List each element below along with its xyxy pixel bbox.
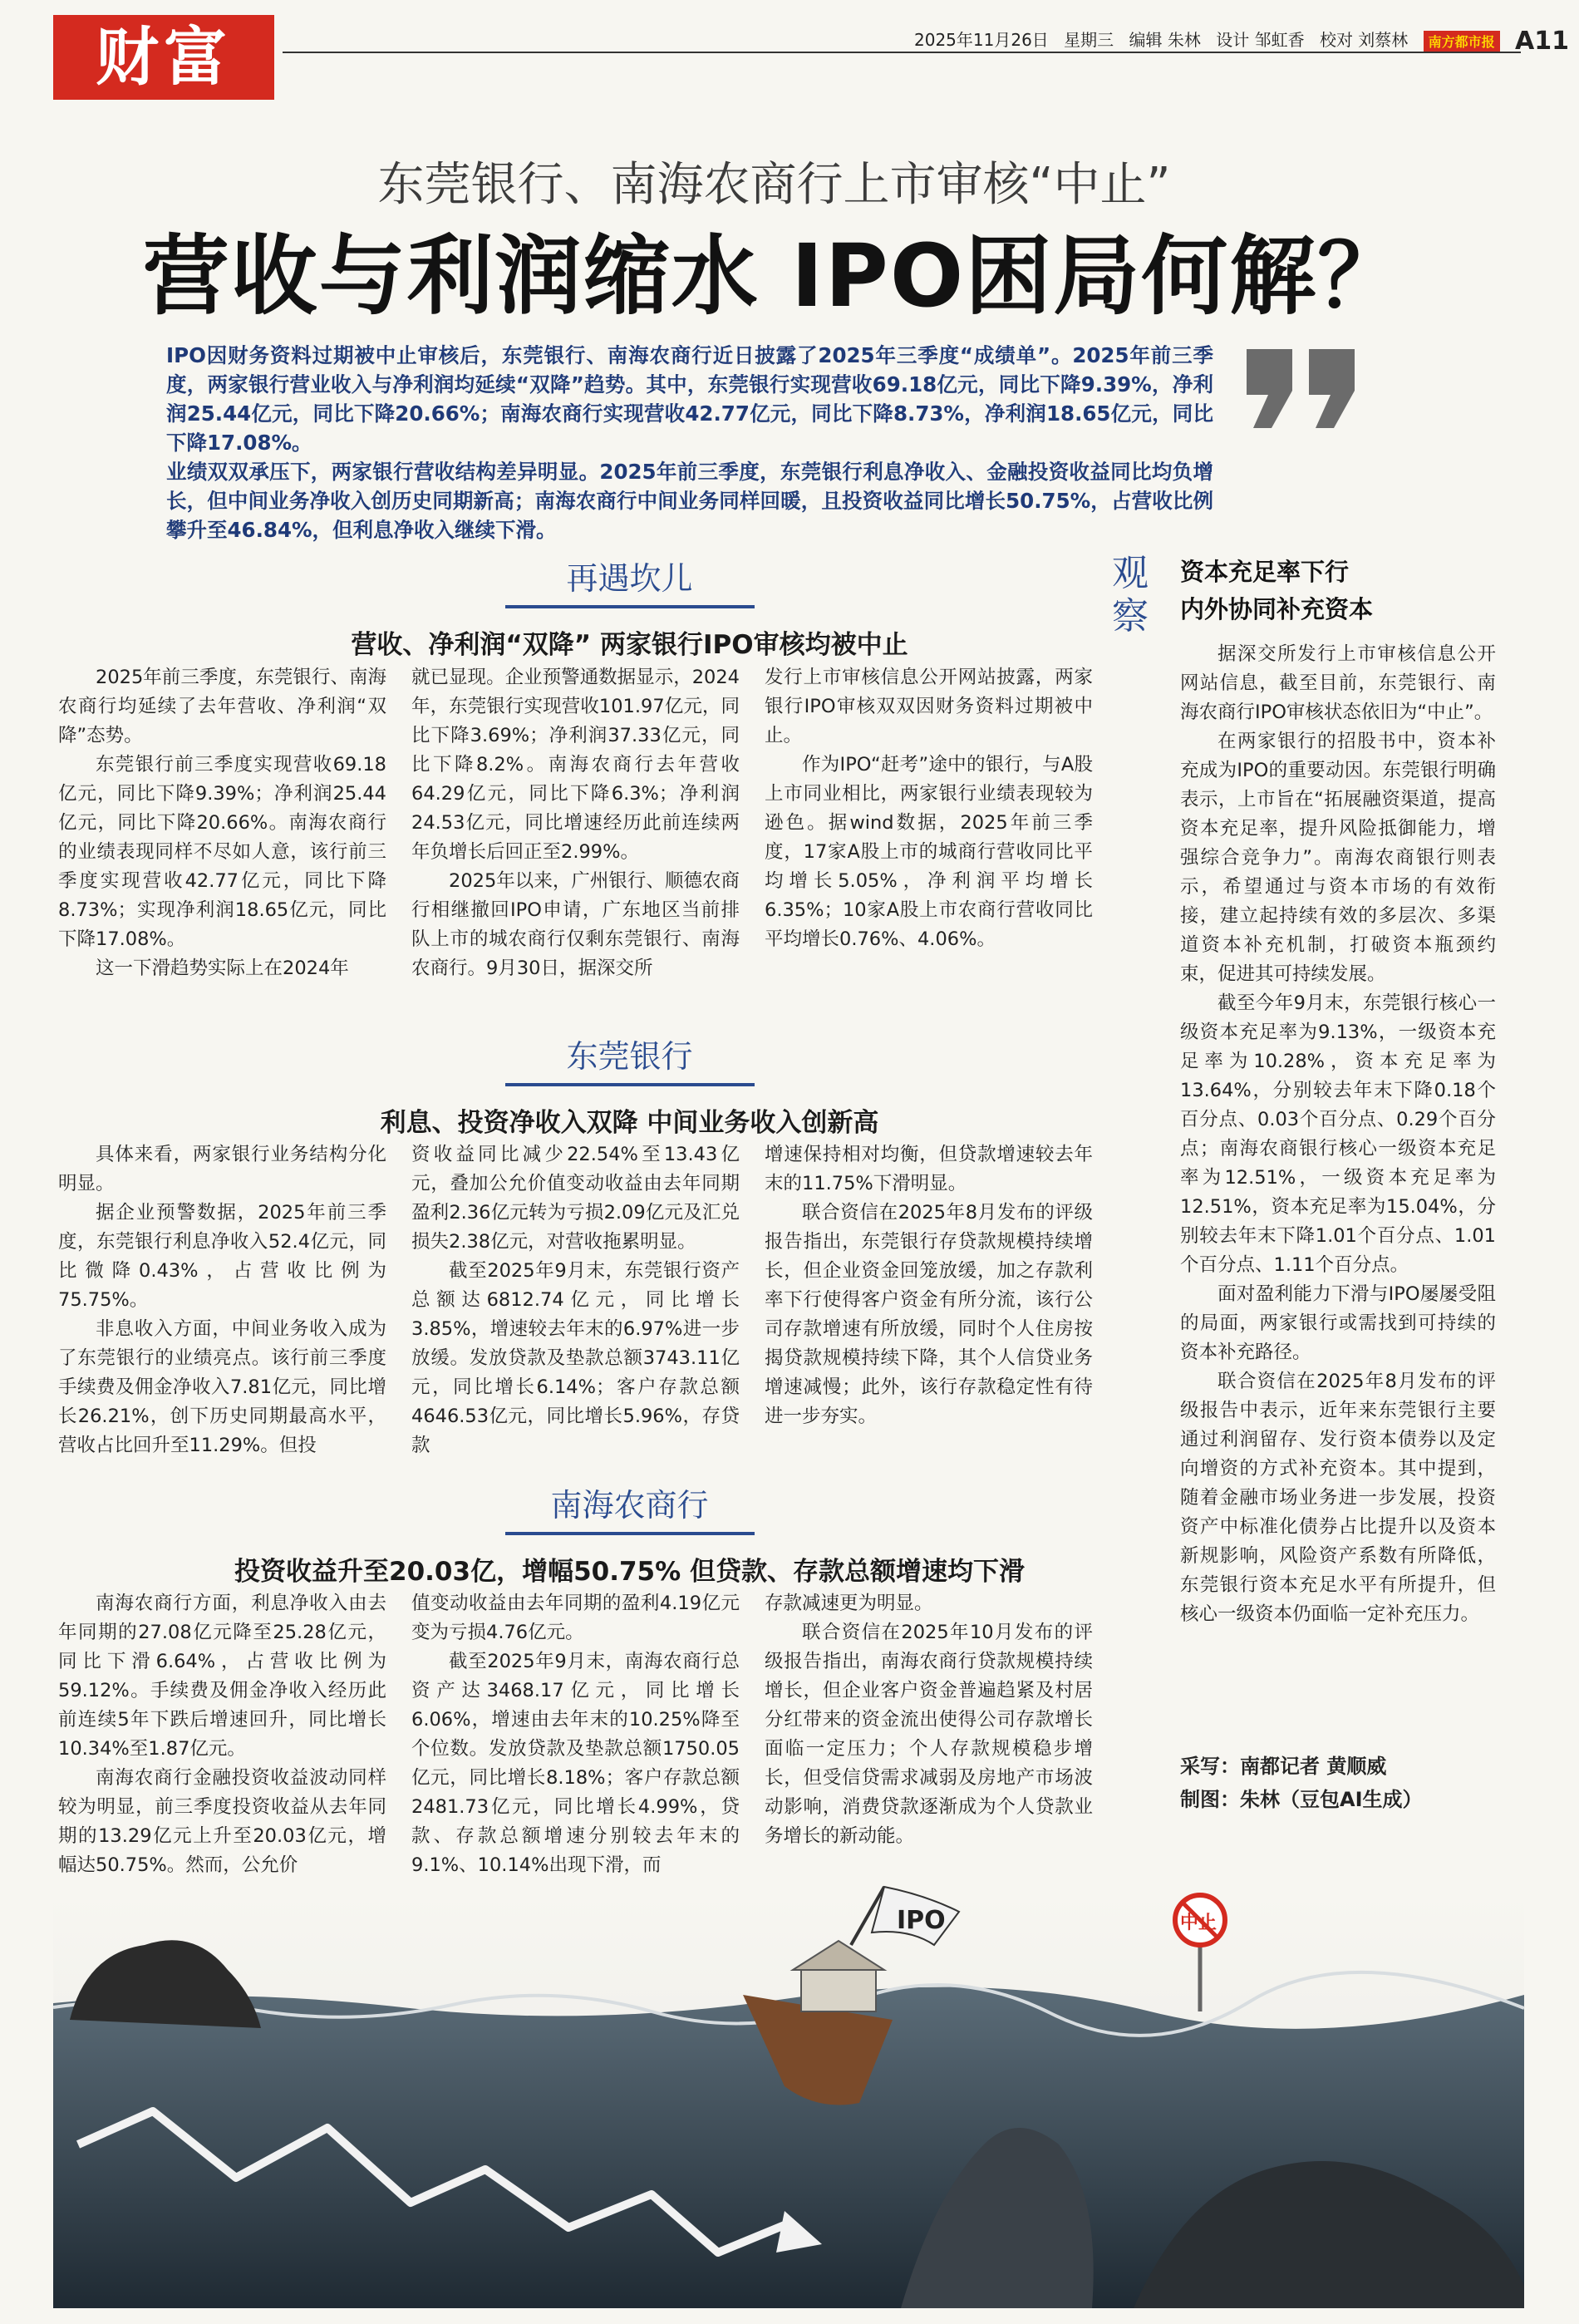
paragraph: 存款减速更为明显。 [765,1593,933,1614]
paragraph: 就已显现。企业预警通数据显示，2024年，东莞银行实现营收101.97亿元，同比下降3.69%；净利润37.33亿元，同比下降8.2%。南海农商行去年营收64.29亿元，同比下降6.3%；净利润24.53亿元，同比增速经历此前连续两年负增长后回正至2.99%。 [411,667,740,863]
paragraph: 联合资信在2025年8月发布的评级报告中表示，近年来东莞银行主要通过利润留存、发行资本债券以及定向增资的方式补充资本。其中提到，随着金融市场业务进一步发展，投资资产中标准化债券占比提升以及资本新规影响，风险资产系数有所降低，东莞银行资本充足水平有所提升，但核心一级资本仍面临一定补充压力。 [1180,1371,1496,1625]
paragraph: 南海农商行方面，利息净收入由去年同期的27.08亿元降至25.28亿元，同比下滑6.64%，占营收比例为59.12%。手续费及佣金净收入经历此前连续5年下跌后增速回升，同比增长10.34%至1.87亿元。 [58,1593,386,1760]
header-meta [914,27,1579,56]
paragraph: 值变动收益由去年同期的盈利4.19亿元变为亏损4.76亿元。 [411,1593,740,1643]
section-2 [166,1031,1093,1139]
paragraph: 面对盈利能力下滑与IPO屡屡受阻的局面，两家银行或需找到可持续的资本补充路径。 [1180,1283,1496,1363]
kicker: 东莞银行、南海农商行上市审核“中止” [377,158,1171,212]
illustration [53,1895,1524,2308]
sidebar-body [1180,640,1496,1629]
paragraph: 发行上市审核信息公开网站披露，两家银行IPO审核双双因财务资料过期被中止。 [765,667,1093,746]
lead-p2: 业绩双双承压下，两家银行营收结构差异明显。2025年前三季度，东莞银行利息净收入、金融投资收益同比均负增长，但中间业务净收入创历史同期新高；南海农商行中间业务同样回暖，且投资收益同比增长50.75%，占营收比例攀升至46.84%，但利息净收入继续下滑。 [166,460,1213,542]
section-1-col-1 [58,663,386,983]
stop-sign-text: 中止 [1180,1913,1217,1933]
section-3-columns [58,1589,1093,1880]
section-2-title: 利息、投资净收入双降 中间业务收入创新高 [380,1108,879,1138]
masthead-logo: 南方都市报 [1424,31,1500,52]
paragraph: 在两家银行的招股书中，资本补充成为IPO的重要动因。东莞银行明确表示，上市旨在“拓展融资渠道，提高资本充足率，提升风险抵御能力，增强综合竞争力”。南海农商银行则表示，希望通过与资本市场的有效衔接，建立起持续有效的多层次、多渠道资本补充机制，打破资本瓶颈约束，促进其可持续发展。 [1180,731,1496,985]
page-number: A11 [1515,27,1570,56]
sidebar-title-line-1: 资本充足率下行 [1180,558,1350,586]
paragraph: 增速保持相对均衡，但贷款增速较去年末的11.75%下滑明显。 [765,1144,1093,1194]
credits [1180,1750,1423,1816]
section-3-col-1 [58,1589,386,1880]
paragraph: 据企业预警数据，2025年前三季度，东莞银行利息净收入52.4亿元，同比微降0.43%，占营收比例为75.75%。 [58,1202,386,1311]
issue-weekday: 星期三 [1064,30,1114,50]
section-3 [166,1480,1093,1588]
sidebar-tag: 观察 [1112,552,1149,638]
section-2-col-2 [411,1140,740,1460]
section-1-title: 营收、净利润“双降” 两家银行IPO审核均被中止 [351,630,908,660]
paragraph: 联合资信在2025年8月发布的评级报告指出，东莞银行存贷款规模持续增长，但企业资金回笼放缓，加之存款利率下行使得客户资金有所分流，该行公司存款增速有所放缓，同时个人住房按揭贷款规模持续下降，其个人信贷业务增速减慢；此外，该行存款稳定性有待进一步夯实。 [765,1202,1093,1427]
paragraph: 非息收入方面，中间业务收入成为了东莞银行的业绩亮点。该行前三季度手续费及佣金净收入7.81亿元，同比增长26.21%，创下历史同期最高水平，营收占比回升至11.29%。但投 [58,1318,386,1456]
sidebar-title-line-2: 内外协同补充资本 [1180,595,1374,623]
section-2-col-1 [58,1140,386,1460]
sidebar-title [1180,554,1373,628]
art-credit: 制图：朱林（豆包AI生成） [1180,1788,1423,1811]
paragraph: 作为IPO“赶考”途中的银行，与A股上市同业相比，两家银行业绩表现较为逊色。据wind数据，2025年前三季度，17家A股上市的城商行营收同比平均增长5.05%，净利润平均增长6.35%；10家A股上市农商行营收同比平均增长0.76%、4.06%。 [765,754,1093,950]
designer-credit: 设计 邹虹香 [1216,30,1305,50]
paragraph: 截至2025年9月末，东莞银行资产总额达6812.74亿元，同比增长3.85%，增速较去年末的6.97%进一步放缓。发放贷款及垫款总额3743.11亿元，同比增长6.14%；客户存款总额4646.53亿元，同比增长5.96%，存贷款 [411,1260,740,1456]
paragraph: 据深交所发行上市审核信息公开网站信息，截至目前，东莞银行、南海农商行IPO审核状态依旧为“中止”。 [1180,643,1496,723]
lead-p1: IPO因财务资料过期被中止审核后，东莞银行、南海农商行近日披露了2025年三季度“成绩单”。2025年前三季度，两家银行营业收入与净利润均延续“双降”趋势。其中，东莞银行实现营收69.18亿元，同比下降9.39%，净利润25.44亿元，同比下降20.66%；南海农商行实现营收42.77亿元，同比下降8.73%，净利润18.65亿元，同比下降17.08%。 [166,343,1213,455]
paragraph: 资收益同比减少22.54%至13.43亿元，叠加公允价值变动收益由去年同期盈利2.36亿元转为亏损2.09亿元及汇兑损失2.38亿元，对营收拖累明显。 [411,1144,740,1253]
section-1-columns [58,663,1093,983]
section-1-label: 再遇坎儿 [505,553,755,608]
section-3-col-3 [765,1589,1093,1880]
paragraph: 具体来看，两家银行业务结构分化明显。 [58,1144,386,1194]
paragraph: 这一下滑趋势实际上在2024年 [96,958,349,979]
issue-date: 2025年11月26日 [914,30,1049,50]
section-3-col-2 [411,1589,740,1880]
sidebar-column [1180,640,1496,1629]
quote-mark-icon [1238,341,1363,432]
paragraph: 南海农商行金融投资收益波动同样较为明显，前三季度投资收益从去年同期的13.29亿元上升至20.03亿元，增幅达50.75%。然而，公允价 [58,1767,386,1876]
headline: 营收与利润缩水 IPO困局何解？ [142,225,1406,327]
section-1-col-2 [411,663,740,983]
paragraph: 2025年以来，广州银行、顺德农商行相继撤回IPO申请，广东地区当前排队上市的城农商行仅剩东莞银行、南海农商行。9月30日，据深交所 [411,870,740,979]
section-logo: 财富 [53,15,274,100]
paragraph: 东莞银行前三季度实现营收69.18亿元，同比下降9.39%；净利润25.44亿元，同比下降20.66%。南海农商行的业绩表现同样不尽如人意，该行前三季度实现营收42.77亿元，同比下降8.73%；实现净利润18.65亿元，同比下降17.08%。 [58,754,386,950]
section-3-label: 南海农商行 [505,1480,755,1535]
paragraph: 联合资信在2025年10月发布的评级报告指出，南海农商行贷款规模持续增长，但企业客户资金普遍趋紧及村居分红带来的资金流出使得公司存款增长面临一定压力；个人存款规模稳步增长，但受信贷需求减弱及房地产市场波动影响，消费贷款逐渐成为个人贷款业务增长的新动能。 [765,1622,1093,1847]
paragraph: 2025年前三季度，东莞银行、南海农商行均延续了去年营收、净利润“双降”态势。 [58,667,386,746]
section-1-col-3 [765,663,1093,983]
section-3-title: 投资收益升至20.03亿，增幅50.75% 但贷款、存款总额增速均下滑 [234,1557,1025,1587]
proofreader-credit: 校对 刘蔡林 [1319,30,1409,50]
flag-text: IPO [897,1906,946,1935]
paragraph: 截至今年9月末，东莞银行核心一级资本充足率为9.13%，一级资本充足率为10.28%，资本充足率为13.64%，分别较去年末下降0.18个百分点、0.03个百分点、0.29个百分点；南海农商银行核心一级资本充足率为12.51%，一级资本充足率为12.51%，资本充足率为15.04%，分别较去年末下降1.01个百分点、1.01个百分点、1.11个百分点。 [1180,992,1496,1276]
writer-credit: 采写：南都记者 黄顺威 [1180,1755,1387,1778]
paragraph: 截至2025年9月末，南海农商行总资产达3468.17亿元，同比增长6.06%，增速由去年末的10.25%降至个位数。发放贷款及垫款总额1750.05亿元，同比增长8.18%；客户存款总额2481.73亿元，同比增长4.99%，贷款、存款总额增速分别较去年末的9.1%、10.14%出现下滑，而 [411,1651,740,1876]
section-2-label: 东莞银行 [505,1031,755,1086]
editor-credit: 编辑 朱林 [1129,30,1201,50]
lead-paragraph [166,341,1213,544]
section-1 [166,553,1093,661]
section-2-col-3 [765,1140,1093,1460]
section-2-columns [58,1140,1093,1460]
